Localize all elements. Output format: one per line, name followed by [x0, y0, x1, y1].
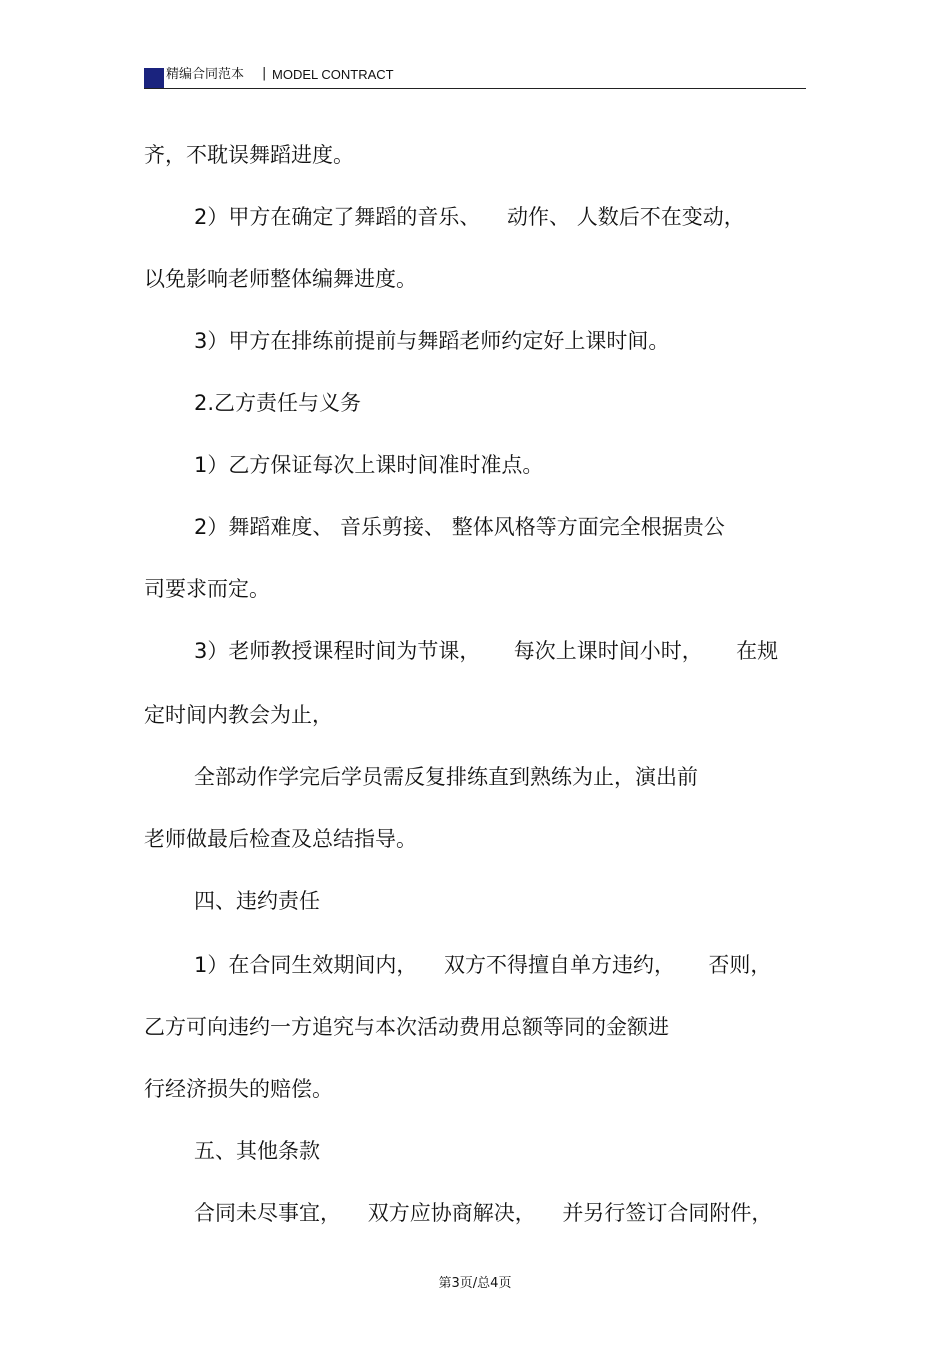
text-line: 2）舞蹈难度、 音乐剪接、 整体风格等方面完全根据贵公: [194, 515, 725, 539]
header-title: 精编合同范本: [166, 67, 245, 82]
text-line: 行经济损失的赔偿。: [144, 1077, 333, 1101]
text-line: 全部动作学完后学员需反复排练直到熟练为止，演出前: [194, 765, 698, 789]
logo-icon: [144, 68, 164, 88]
text-line: 司要求而定。: [144, 577, 270, 601]
text-line: 老师做最后检查及总结指导。: [144, 827, 417, 851]
section-heading: 五、其他条款: [194, 1139, 320, 1163]
text-line: 以免影响老师整体编舞进度。: [144, 267, 417, 291]
page-header: [144, 64, 806, 89]
text-line: 3）老师教授课程时间为节课， 每次上课时间小时， 在规: [194, 639, 779, 663]
text-line: 合同未尽事宜， 双方应协商解决， 并另行签订合同附件，: [194, 1201, 773, 1225]
text-line: 乙方可向违约一方追究与本次活动费用总额等同的金额进: [144, 1015, 669, 1039]
section-heading: 四、违约责任: [194, 889, 320, 913]
text-line: 定时间内教会为止，: [144, 703, 333, 727]
page-number: 第3页/总4页: [438, 1276, 512, 1291]
text-line: 齐，不耽误舞蹈进度。: [144, 143, 354, 167]
text-line: 2）甲方在确定了舞蹈的音乐、 动作、 人数后不在变动，: [194, 205, 745, 229]
text-line: 1）在合同生效期间内， 双方不得擅自单方违约， 否则，: [194, 953, 772, 977]
text-line: 1）乙方保证每次上课时间准时准点。: [194, 453, 544, 477]
text-line: 3）甲方在排练前提前与舞蹈老师约定好上课时间。: [194, 329, 670, 353]
header-subtitle: MODEL CONTRACT: [272, 67, 394, 82]
header-separator: |: [262, 66, 267, 81]
section-heading: 2.乙方责任与义务: [194, 391, 362, 415]
